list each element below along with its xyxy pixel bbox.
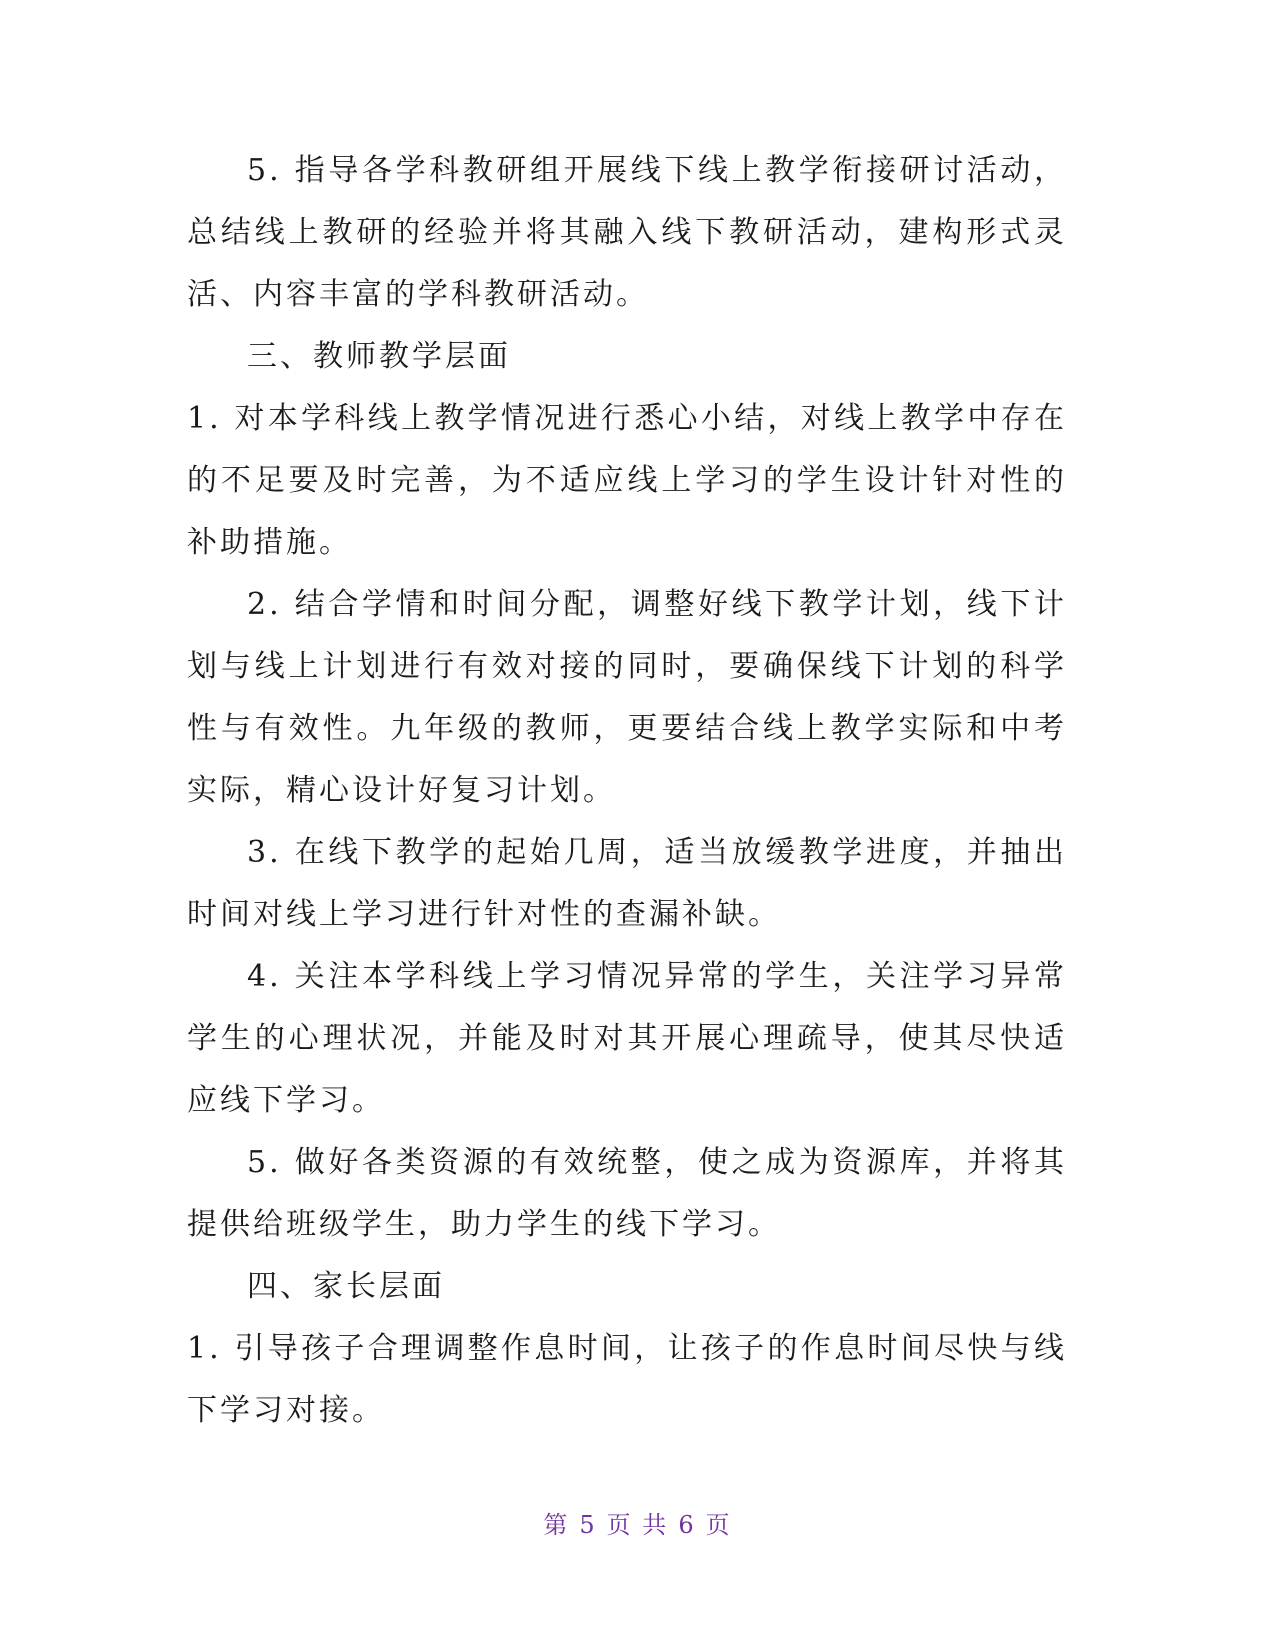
- current-page-number: 5: [579, 1511, 597, 1539]
- document-body: [187, 140, 1067, 1442]
- section-heading-parents: 四、家长层面: [247, 1269, 445, 1304]
- paragraph-item-1-online-summary: 1. 对本学科线上教学情况进行悉心小结，对线上教学中存在的不足要及时完善，为不适应线上学习的学生设计针对性的补助措施。: [187, 401, 1067, 560]
- paragraph-item-5-teaching-research: 5. 指导各学科教研组开展线下线上教学衔接研讨活动，总结线上教研的经验并将其融入线下教研活动，建构形式灵活、内容丰富的学科教研活动。: [187, 153, 1067, 312]
- paragraph-item-5-resources: 5. 做好各类资源的有效统整，使之成为资源库，并将其提供给班级学生，助力学生的线下学习。: [187, 1145, 1067, 1242]
- footer-suffix: 页: [705, 1511, 732, 1539]
- footer-prefix: 第: [543, 1511, 570, 1539]
- paragraph-item-2-teaching-plan: 2. 结合学情和时间分配，调整好线下教学计划，线下计划与线上计划进行有效对接的同时，要确保线下计划的科学性与有效性。九年级的教师，更要结合线上教学实际和中考实际，精心设计好复习计划。: [187, 587, 1067, 808]
- section-heading-teacher-teaching: 三、教师教学层面: [247, 339, 511, 374]
- page-footer: [0, 1505, 1275, 1540]
- footer-middle: 页 共: [606, 1511, 669, 1539]
- total-pages-number: 6: [678, 1511, 696, 1539]
- paragraph-item-3-pace: 3. 在线下教学的起始几周，适当放缓教学进度，并抽出时间对线上学习进行针对性的查漏补缺。: [187, 835, 1067, 932]
- paragraph-item-1-schedule: 1. 引导孩子合理调整作息时间，让孩子的作息时间尽快与线下学习对接。: [187, 1331, 1067, 1428]
- paragraph-item-4-student-care: 4. 关注本学科线上学习情况异常的学生，关注学习异常学生的心理状况，并能及时对其开展心理疏导，使其尽快适应线下学习。: [187, 959, 1067, 1118]
